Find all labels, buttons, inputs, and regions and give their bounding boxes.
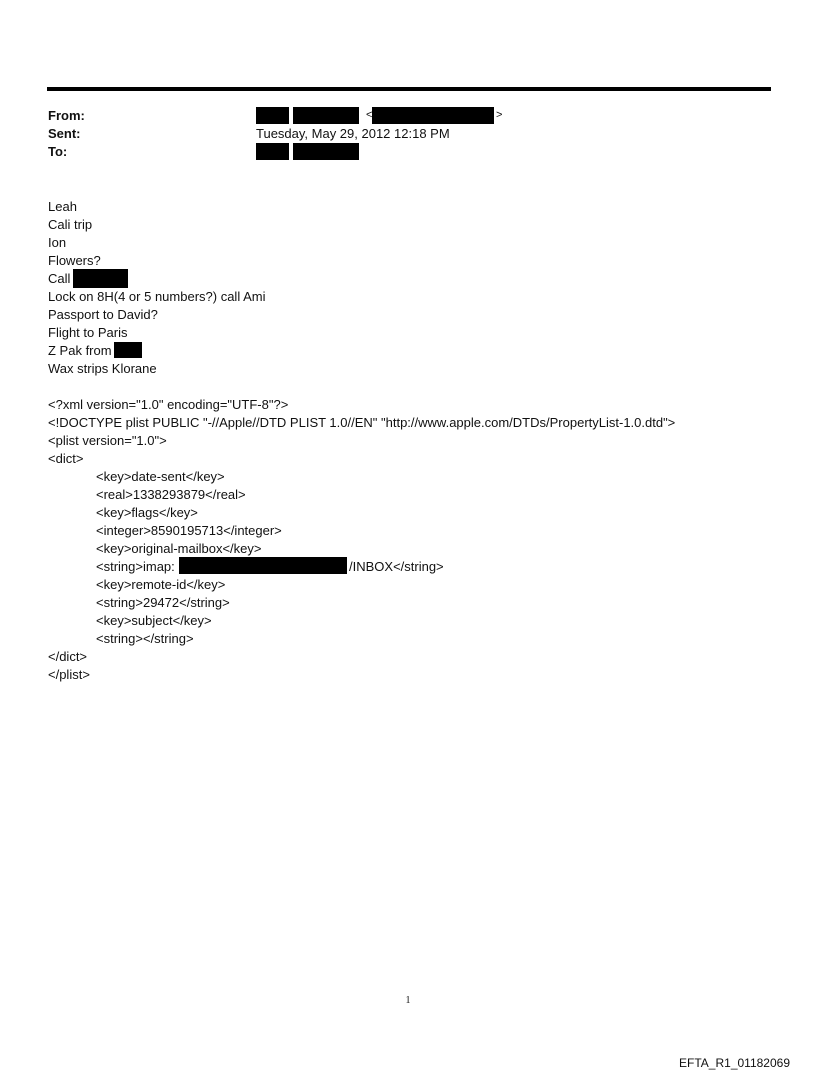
page-number: 1 [405, 995, 411, 1006]
plist-line: <string></string> [96, 631, 194, 646]
plist-line: <key>flags</key> [96, 505, 198, 520]
note-line: Leah [48, 199, 77, 214]
note-line: Flowers? [48, 253, 101, 268]
header-rule [47, 87, 771, 91]
plist-line: <real>1338293879</real> [96, 487, 246, 502]
note-line: Call [48, 271, 71, 286]
redaction-zpak-name [114, 342, 142, 358]
plist-line: <key>subject</key> [96, 613, 212, 628]
redaction-from-email [372, 107, 494, 124]
redaction-from-first [256, 107, 289, 124]
redaction-to-first [256, 143, 289, 160]
sent-label: Sent: [48, 126, 81, 141]
note-line: Ion [48, 235, 67, 250]
plist-line: <plist version="1.0"> [48, 433, 167, 448]
plist-line: <key>remote-id</key> [96, 577, 226, 592]
note-line: Passport to David? [48, 307, 158, 322]
plist-line: <key>date-sent</key> [96, 469, 225, 484]
sent-value: Tuesday, May 29, 2012 12:18 PM [256, 126, 450, 141]
note-line: Flight to Paris [48, 325, 128, 340]
redaction-imap-account [179, 557, 347, 574]
note-line: Cali trip [48, 217, 93, 232]
plist-line: <key>original-mailbox</key> [96, 541, 262, 556]
document-id-footer: EFTA_R1_01182069 [679, 1056, 790, 1070]
plist-line: <dict> [48, 451, 84, 466]
from-label: From: [48, 108, 85, 123]
note-line: Wax strips Klorane [48, 361, 157, 376]
plist-line: <integer>8590195713</integer> [96, 523, 282, 538]
to-label: To: [48, 144, 68, 159]
from-email-close: > [496, 109, 503, 121]
plist-line: /INBOX</string> [349, 559, 444, 574]
plist-line: <string>imap: [96, 559, 175, 574]
note-line: Z Pak from [48, 343, 112, 358]
plist-line: <?xml version="1.0" encoding="UTF-8"?> [48, 397, 289, 412]
note-line: Lock on 8H(4 or 5 numbers?) call Ami [48, 289, 266, 304]
redaction-call-name [73, 269, 128, 288]
redaction-to-last [293, 143, 359, 160]
plist-line: <!DOCTYPE plist PUBLIC "-//Apple//DTD PLIST 1.0//EN" "http://www.apple.com/DTDs/PropertyList-1.0.dtd"> [48, 415, 676, 430]
redaction-from-last [293, 107, 359, 124]
plist-line: <string>29472</string> [96, 595, 230, 610]
from-email-open: < [366, 109, 373, 121]
plist-line: </plist> [48, 667, 90, 682]
plist-line: </dict> [48, 649, 88, 664]
